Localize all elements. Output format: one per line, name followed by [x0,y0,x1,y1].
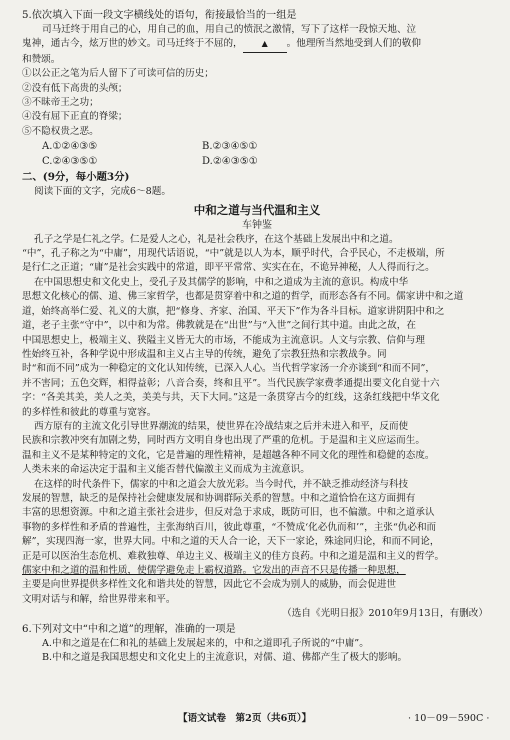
q5-blank [243,37,287,52]
article-line: 道，老子主张“守中”，以中和为常。佛教就是在“出世”与“入世”之间行其中道。由此之故，在 [22,320,416,332]
article-line: 主要是向世界提供多样性文化和谐共处的智慧，因此它不会成为别人的威胁，而会促进世 [22,579,397,591]
footer-page-label: 【语文试卷 第2页（共6页）】 [178,713,312,724]
article-line: 是行仁之正道；“庸”是社会实践中的常道，即平平常常、实实在在，不诡异神秘，人人得而行之。 [22,262,435,274]
q5-item: ⑤不隐权贵之恶。 [22,125,99,137]
article-author: 车钟鉴 [242,219,272,231]
q5-item: ①以公正之笔为后人留下了可读可信的历史； [22,68,214,80]
section-heading: 二、(9分，每小题3分) [22,171,130,184]
q5-item: ②没有低下高贵的头颅； [22,82,128,94]
article-line: 温和主义不是某种特定的文化，它是普遍的理性精神，是超越各种不同文化的理性和稳健的态度。 [22,449,435,461]
article-line-underlined: 儒家中和之道的温和性质，使儒学避免走上霸权道路。它发出的声音不只是传播一种思想， [22,565,406,576]
option-c: C.②④③⑤① [42,156,98,168]
article-line: 字：“各美其美，美人之美，美美与共，天下大同。”这是一条贯穿古今的红线，这条红线把中华文化 [22,392,440,404]
article-line: 事物的多样性和矛盾的普遍性，主张海纳百川，彼此尊重，“不赞成‘化必仇而和’”，主张“仇必和而 [22,521,437,533]
article-line: 人类未来的命运决定于温和主义能否替代偏激主义而成为主流意识。 [22,464,310,476]
option-d: D.②④③⑤① [202,156,258,168]
option-b: B.②③④⑤① [202,141,258,153]
q5-item: ③不昧帝王之功； [22,97,99,109]
article-line: 丰富的思想资源。中和之道主张社会进步，但反对急于求成，既防可旧，也不偏激。中和之道承认 [22,507,435,519]
article-line: 时“和而不同”成为一种稳定的文化认知传统，已深入人心。当代哲学家汤一介亦谈到“和而不同”， [22,363,435,375]
article-line: 思想文化核心的儒、道、佛三家哲学，也都是贯穿着中和之道的哲学，而形态各有不同。儒家讲中和之道 [22,291,464,303]
q6-option-a: A.中和之道是在仁和礼的基础上发展起来的，中和之道即孔子所说的“中庸”。 [42,637,369,649]
article-line: 并不害同；五色交辉，相得益彰；八音合奏，终和且平”。当代民族学家费孝通提出要文化自觉十六 [22,377,440,389]
article-line: 在中国思想史和文化史上，受孔子及其儒学的影响，中和之道成为主流的意识。构成中华 [34,276,409,288]
article-title: 中和之道与当代温和主义 [193,202,321,217]
article-line: 孔子之学是仁礼之学。仁是爱人之心，礼是社会秩序，在这个基础上发展出中和之道。 [34,233,399,245]
q5-passage-line: 和赞颂。 [22,53,61,65]
article-line: 发展的智慧，缺乏的是保持社会健康发展和协调群际关系的智慧。中和之道恰恰在这方面拥有 [22,492,416,504]
article-line: 的多样性和彼此的尊重与宽容。 [22,406,157,418]
article-line: 中国思想史上，极端主义、狭隘主义皆无大的市场，不能成为主流意识。人文与宗教、信仰与理 [22,334,425,346]
q5-passage-line [22,37,492,52]
article-source: （选自《光明日报》2010年9月13日，有删改） [282,608,488,620]
article-line: 解”，实现四海一家，世界大同。中和之道的天人合一论，天下一家论，殊途同归论，和而不同论， [22,536,440,548]
q5-options-row [22,139,492,154]
q5-passage-part: 鬼神，通古今，炫万世的妙文。司马迁终于不屈的， [22,38,243,50]
triangle-icon: ▲ [261,39,268,49]
article-body [22,233,492,608]
exam-page [22,8,492,665]
article-line: 在这样的时代条件下，儒家的中和之道会大放光彩。当今时代，并不缺乏推动经济与科技 [34,478,409,490]
article-line: 文明对话与和解，给世界带来和平。 [22,593,176,605]
article-line: 道，始终高举仁爱、礼义的大旗，把“修身、齐家、治国、平天下”作为各斗目标。道家讲阴阳中和之 [22,305,445,317]
q6-option-b: B.中和之道是我国思想史和文化史上的主流意识，对儒、道、佛都产生了极大的影响。 [42,652,408,664]
q5-passage-part: 。他理所当然地受到人们的敬仰 [286,38,421,50]
article-line: 性始终互补，各种学说中形成温和主义占主导的传统，避免了宗教狂热和宗教战争。同 [22,348,387,360]
article-line: “中”，孔子称之为“中庸”，用现代话语说，“中”就是以人为本，顺乎时代，合乎民心，不走极端，所 [22,248,445,260]
article-line: 西方原有的主流文化引导世界潮流的结果，使世界在冷战结束之后并未进入和平，反而使 [34,420,409,432]
article-line: 民族和宗教冲突有加剧之势，同时西方文明自身也出现了严重的危机。于是温和主义应运而生。 [22,435,425,447]
q5-options-row [22,154,492,169]
option-a: A.①②④③⑤ [42,141,98,153]
footer-code: · 10－09－590C · [408,713,490,724]
article-line: 正是可以医治生态危机、难救独尊、单边主义、极端主义的佳方良药。中和之道是温和主义的哲学。 [22,550,445,562]
q5-passage-line: 司马迁终于用自己的心，用自己的血，用自己的愤泯之激情，写下了这样一段惊天地、泣 [42,24,417,35]
q6-stem: 6.下列对文中“中和之道”的理解，准确的一项是 [22,623,236,635]
section-instruction: 阅读下面的文字，完成6～8题。 [34,186,171,198]
q5-item: ④没有屈下正直的脊梁； [22,111,128,123]
q5-stem: 5.依次填入下面一段文字横线处的语句，衔接最恰当的一组是 [22,10,297,21]
